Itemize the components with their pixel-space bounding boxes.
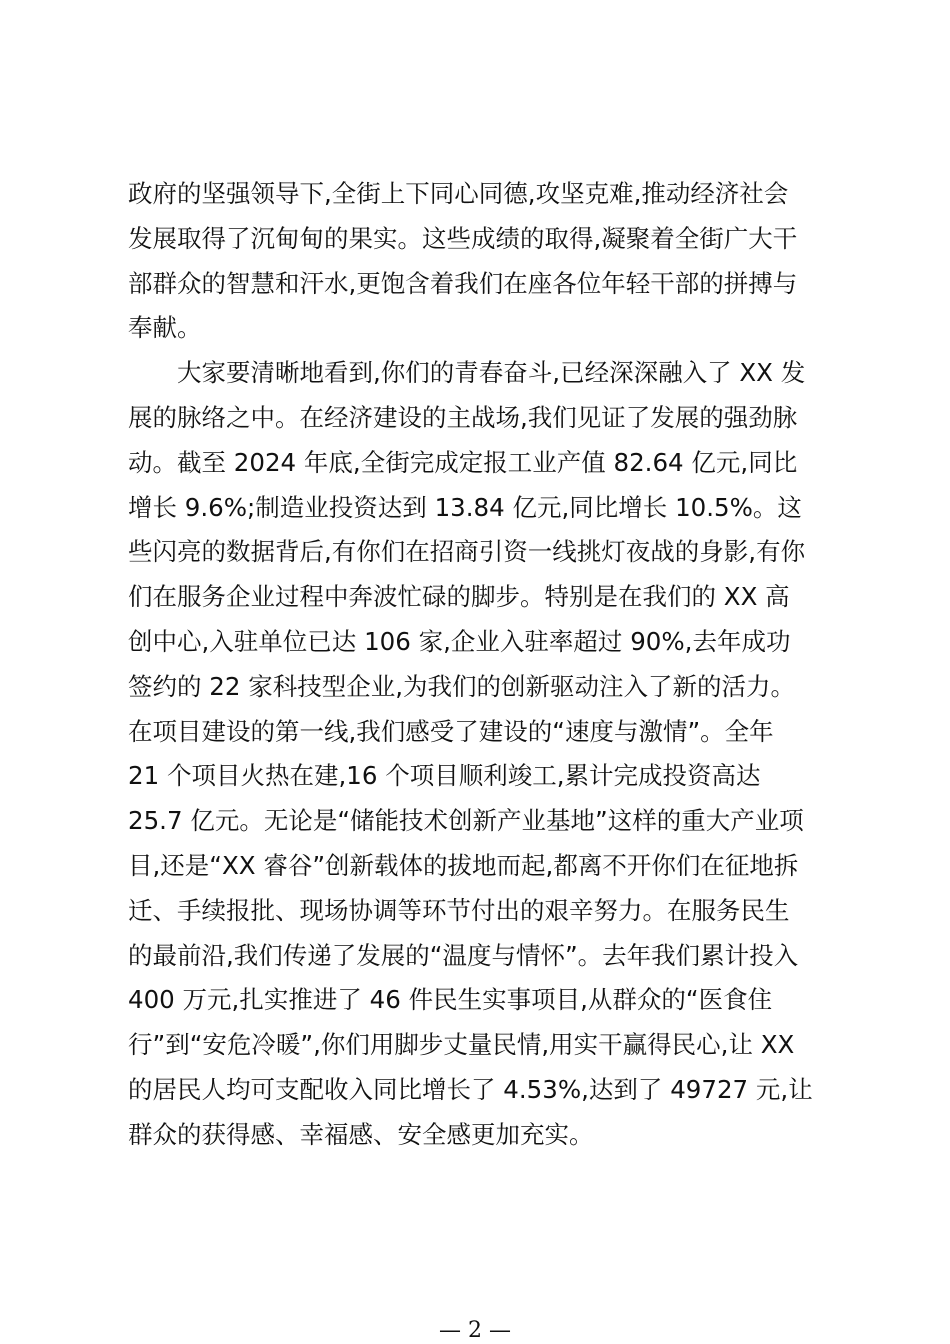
- text-line: 群众的获得感、幸福感、安全感更加充实。: [128, 1119, 594, 1149]
- text-line: 400 万元,扎实推进了 46 件民生实事项目,从群众的“医食住: [128, 985, 773, 1015]
- text-line: 动。截至 2024 年底,全街完成定报工业产值 82.64 亿元,同比: [128, 447, 798, 477]
- text-line: 展的脉络之中。在经济建设的主战场,我们见证了发展的强劲脉: [128, 402, 798, 432]
- page-number: — 2 —: [439, 1318, 511, 1343]
- text-line: 签约的 22 家科技型企业,为我们的创新驱动注入了新的活力。: [128, 671, 796, 701]
- text-line: 些闪亮的数据背后,有你们在招商引资一线挑灯夜战的身影,有你: [128, 537, 806, 567]
- text-line: 创中心,入驻单位已达 106 家,企业入驻率超过 90%,去年成功: [128, 626, 791, 656]
- text-line: 目,还是“XX 睿谷”创新载体的拔地而起,都离不开你们在征地拆: [128, 850, 799, 880]
- text-line: 发展取得了沉甸甸的果实。这些成绩的取得,凝聚着全街广大干: [128, 223, 798, 253]
- text-line: 增长 9.6%;制造业投资达到 13.84 亿元,同比增长 10.5%。这: [128, 492, 802, 522]
- text-line: 大家要清晰地看到,你们的青春奋斗,已经深深融入了 XX 发: [177, 358, 806, 388]
- text-line: 21 个项目火热在建,16 个项目顺利竣工,累计完成投资高达: [128, 761, 761, 791]
- text-line: 迁、手续报批、现场协调等环节付出的艰辛努力。在服务民生: [128, 895, 790, 925]
- text-line: 奉献。: [128, 313, 202, 343]
- text-line: 政府的坚强领导下,全街上下同心同德,攻坚克难,推动经济社会: [128, 179, 789, 208]
- text-line: 们在服务企业过程中奔波忙碌的脚步。特别是在我们的 XX 高: [128, 582, 790, 612]
- body-text: [128, 172, 848, 1158]
- text-line: 行”到“安危冷暖”,你们用脚步丈量民情,用实干赢得民心,让 XX: [128, 1030, 795, 1060]
- text-line: 在项目建设的第一线,我们感受了建设的“速度与激情”。全年: [128, 716, 774, 746]
- text-line: 的居民人均可支配收入同比增长了 4.53%,达到了 49727 元,让: [128, 1074, 813, 1104]
- text-line: 部群众的智慧和汗水,更饱含着我们在座各位年轻干部的拼搏与: [128, 268, 798, 298]
- text-line: 的最前沿,我们传递了发展的“温度与情怀”。去年我们累计投入: [128, 940, 799, 970]
- text-line: 25.7 亿元。无论是“储能技术创新产业基地”这样的重大产业项: [128, 806, 804, 836]
